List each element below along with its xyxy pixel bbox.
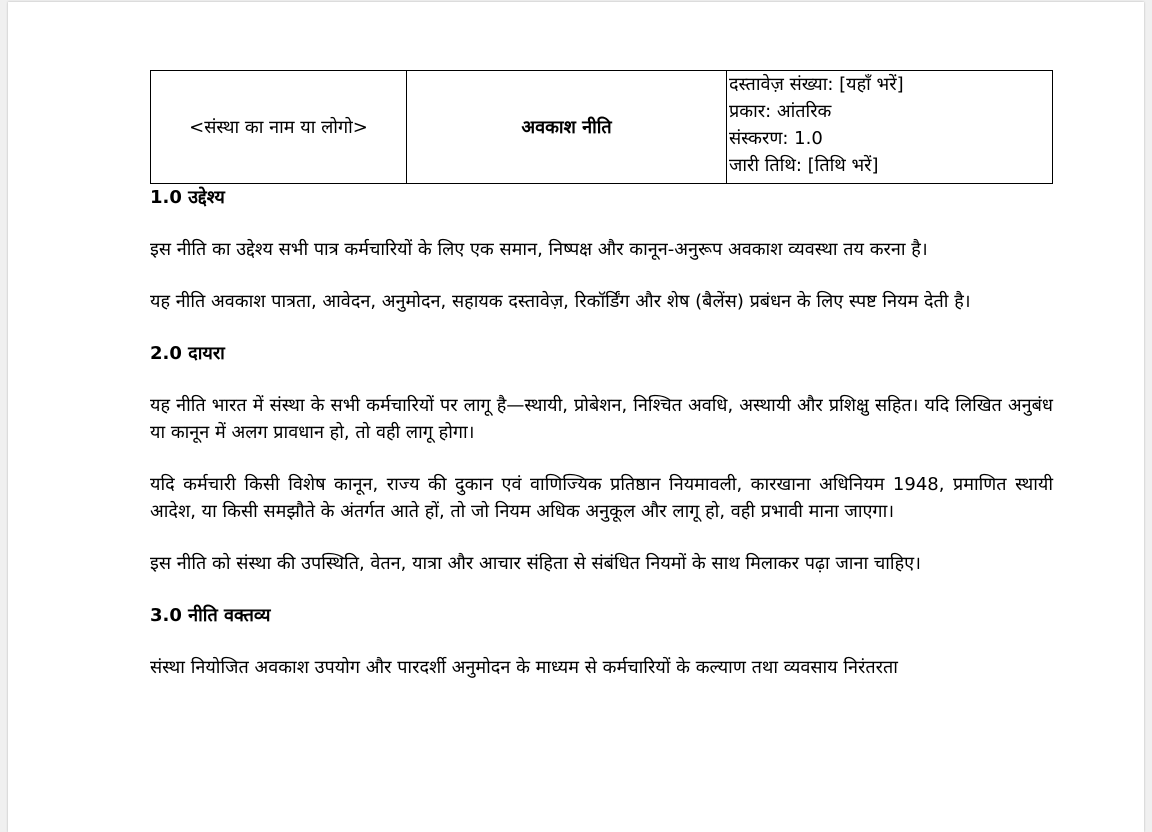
org-name-cell: [151, 71, 407, 184]
paragraph: इस नीति का उद्देश्य सभी पात्र कर्मचारियों के लिए एक समान, निष्पक्ष और कानून-अनुरूप अवकाश व्यवस्था तय करना है।: [150, 239, 928, 260]
paragraph: संस्था नियोजित अवकाश उपयोग और पारदर्शी अनुमोदन के माध्यम से कर्मचारियों के कल्याण तथा व्यवसाय निरंतरता: [150, 657, 898, 678]
section-heading-scope: 2.0 दायरा: [150, 343, 225, 364]
document-meta-cell: [727, 71, 1053, 184]
doc-issue-date: जारी तिथि: [तिथि भरें]: [729, 155, 879, 176]
section-heading-purpose: 1.0 उद्देश्य: [150, 187, 225, 208]
paragraph: यह नीति भारत में संस्था के सभी कर्मचारियों पर लागू है—स्थायी, प्रोबेशन, निश्चित अवधि, अस्थायी और प्रशिक्षु सहित। यदि लिखित अनुबंध या कानून में अलग प्रावधान हो, तो वही लागू होगा।: [150, 395, 1053, 443]
document-header-table: [150, 70, 1053, 184]
section-heading-policy-statement: 3.0 नीति वक्तव्य: [150, 605, 271, 626]
paragraph: इस नीति को संस्था की उपस्थिति, वेतन, यात्रा और आचार संहिता से संबंधित नियमों के साथ मिलाकर पढ़ा जाना चाहिए।: [150, 553, 921, 574]
policy-title: अवकाश नीति: [521, 116, 612, 138]
doc-version: संस्करण: 1.0: [729, 128, 823, 149]
paragraph: यह नीति अवकाश पात्रता, आवेदन, अनुमोदन, सहायक दस्तावेज़, रिकॉर्डिंग और शेष (बैलेंस) प्रबंधन के लिए स्पष्ट नियम देती है।: [150, 291, 971, 312]
document-page: [8, 2, 1144, 832]
doc-number: दस्तावेज़ संख्या: [यहाँ भरें]: [729, 74, 904, 95]
policy-title-cell: [407, 71, 727, 184]
org-name-placeholder: <संस्था का नाम या लोगो>: [189, 116, 368, 138]
doc-type: प्रकार: आंतरिक: [729, 101, 832, 122]
paragraph: यदि कर्मचारी किसी विशेष कानून, राज्य की दुकान एवं वाणिज्यिक प्रतिष्ठान नियमावली, कारखाना अधिनियम 1948, प्रमाणित स्थायी आदेश, या किसी समझौते के अंतर्गत आते हों, तो जो नियम अधिक अनुकूल और लागू हो, वही प्रभावी माना जाएगा।: [150, 474, 1053, 522]
document-content: [150, 70, 1053, 681]
